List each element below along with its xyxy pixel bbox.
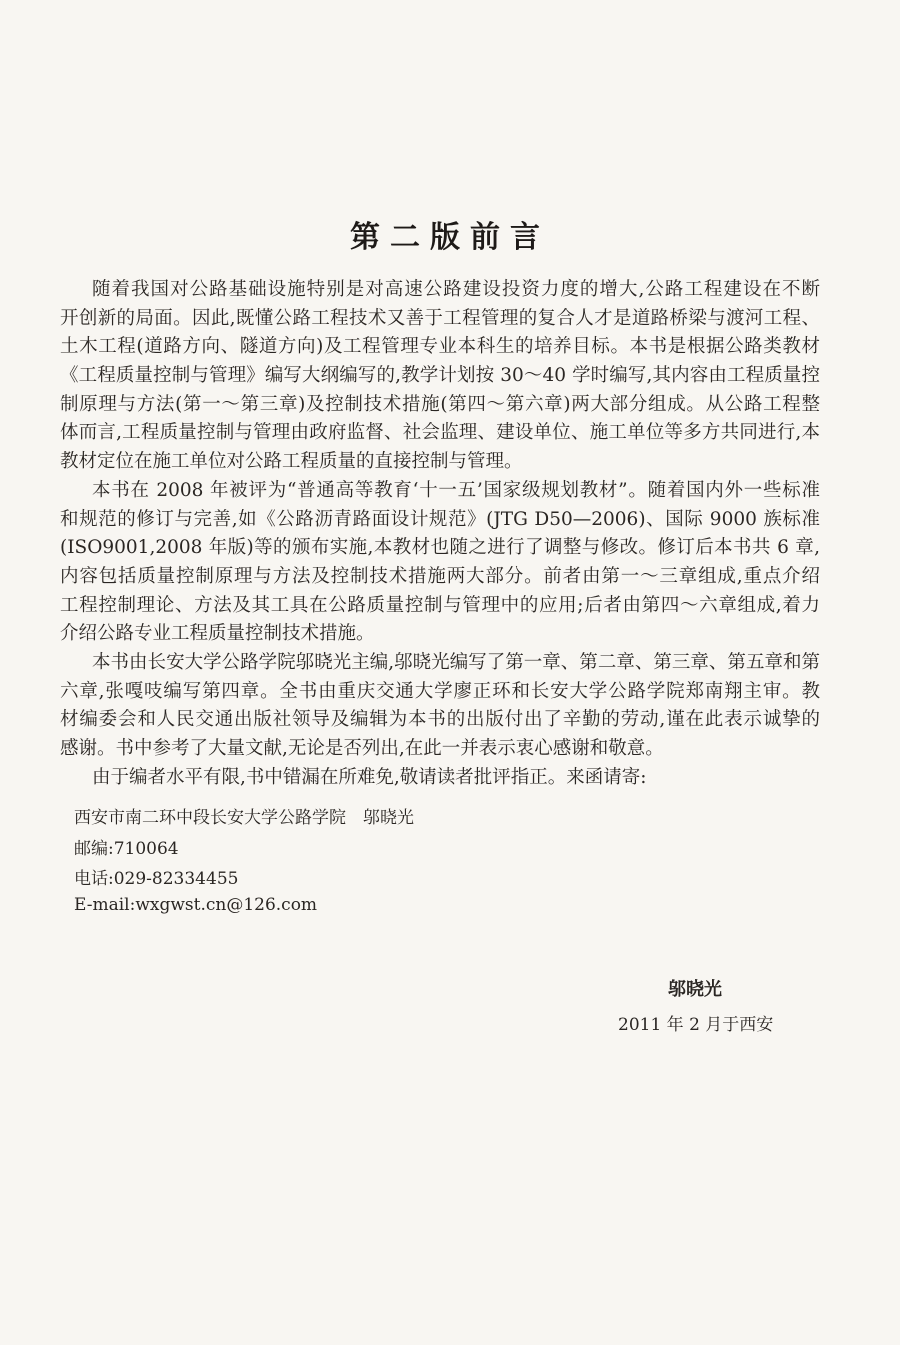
paragraph-1 [60, 276, 820, 477]
preface-body [60, 276, 820, 792]
text-line: 开创新的局面。因此,既懂公路工程技术又善于工程管理的复合人才是道路桥梁与渡河工程、 [60, 307, 820, 329]
contact-email: E-mail:wxgwst.cn@126.com [74, 895, 318, 915]
contact-address: 西安市南二环中段长安大学公路学院 邬晓光 [74, 808, 414, 828]
text-line: 《工程质量控制与管理》编写大纲编写的,教学计划按 30～40 学时编写,其内容由工程质量控 [60, 365, 820, 387]
text-line: (ISO9001,2008 年版)等的颁布实施,本教材也随之进行了调整与修改。修订后本书共 6 章, [60, 537, 820, 559]
page-title: 第二版前言 [350, 220, 550, 255]
text-line: 教材定位在施工单位对公路工程质量的直接控制与管理。 [60, 451, 523, 473]
text-line: 随着我国对公路基础设施特别是对高速公路建设投资力度的增大,公路工程建设在不断 [92, 279, 820, 300]
text-line: 本书在 2008 年被评为“普通高等教育‘十一五’国家级规划教材”。随着国内外一些标准 [92, 479, 820, 501]
text-line: 和规范的修订与完善,如《公路沥青路面设计规范》(JTG D50—2006)、国际 9000 族标准 [60, 508, 820, 530]
text-line: 内容包括质量控制原理与方法及控制技术措施两大部分。前者由第一～三章组成,重点介绍 [60, 565, 820, 587]
text-line: 土木工程(道路方向、隧道方向)及工程管理专业本科生的培养目标。本书是根据公路类教材 [60, 336, 820, 358]
contact-phone: 电话:029-82334455 [74, 869, 239, 889]
text-line: 六章,张嘎吱编写第四章。全书由重庆交通大学廖正环和长安大学公路学院郑南翔主审。教 [60, 680, 820, 702]
contact-postcode: 邮编:710064 [74, 839, 179, 859]
paragraph-4 [60, 764, 820, 793]
signature-date: 2011 年 2 月于西安 [618, 1015, 774, 1035]
paragraph-3 [60, 649, 820, 764]
text-line: 由于编者水平有限,书中错漏在所难免,敬请读者批评指正。来函请寄: [92, 766, 647, 788]
signature-name: 邬晓光 [668, 979, 722, 1000]
text-line: 工程控制理论、方法及其工具在公路质量控制与管理中的应用;后者由第四～六章组成,着力 [60, 594, 820, 616]
text-line: 制原理与方法(第一～第三章)及控制技术措施(第四～第六章)两大部分组成。从公路工程整 [60, 393, 820, 415]
text-line: 感谢。书中参考了大量文献,无论是否列出,在此一并表示衷心感谢和敬意。 [60, 738, 664, 759]
text-line: 材编委会和人民交通出版社领导及编辑为本书的出版付出了辛勤的劳动,谨在此表示诚挚的 [60, 709, 820, 731]
text-line: 本书由长安大学公路学院邬晓光主编,邬晓光编写了第一章、第二章、第三章、第五章和第 [92, 651, 820, 673]
text-line: 体而言,工程质量控制与管理由政府监督、社会监理、建设单位、施工单位等多方共同进行,本 [60, 422, 820, 444]
text-line: 介绍公路专业工程质量控制技术措施。 [60, 623, 375, 645]
paragraph-2 [60, 477, 820, 649]
